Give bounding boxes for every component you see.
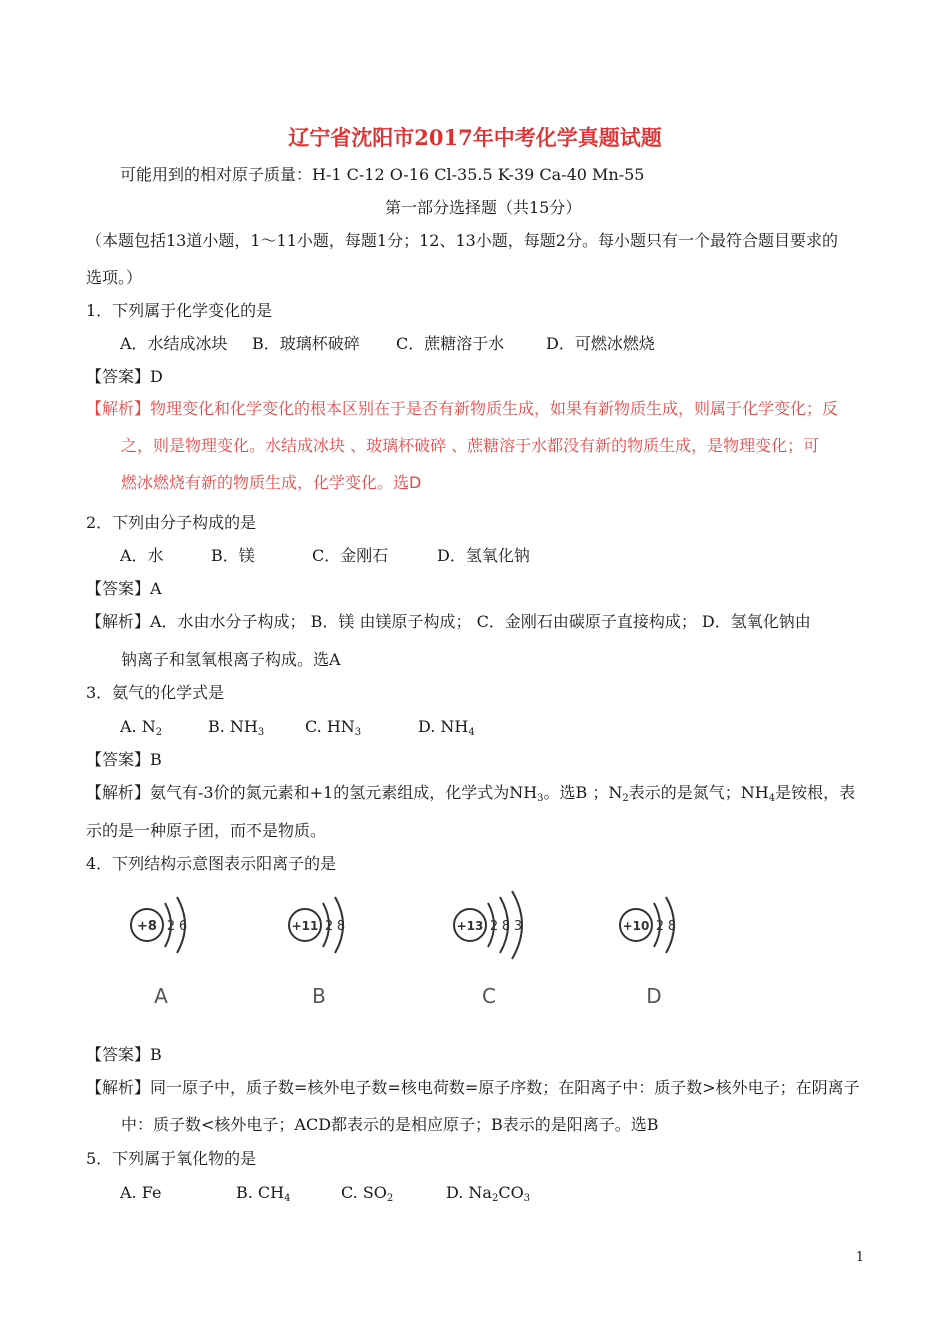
q3-option-b-text: B. NH — [208, 717, 258, 736]
shell-electron-count: 2 — [655, 919, 665, 934]
q2-option-b: B．镁 — [211, 546, 255, 565]
q3-analysis-sub3: 4 — [768, 793, 776, 804]
diagram-letter: A — [154, 984, 168, 1008]
q1-answer: 【答案】D — [86, 367, 163, 386]
q1-analysis-line1: 【解析】物理变化和化学变化的根本区别在于是否有新物质生成，如果有新物质生成，则属于化学变化；反 — [86, 399, 839, 418]
diagram-letter: C — [482, 984, 496, 1008]
q5-option-d — [446, 1183, 530, 1203]
q4-analysis-line1: 【解析】同一原子中，质子数=核外电子数=核电荷数=原子序数；在阳离子中：质子数>核外电子；在阴离子 — [86, 1078, 860, 1097]
page-title: 辽宁省沈阳市2017年中考化学真题试题 — [288, 125, 662, 150]
q3-option-b-sub: 3 — [257, 727, 265, 738]
q3-analysis-part5: 是铵根，表 — [775, 783, 856, 802]
q2-answer: 【答案】A — [86, 579, 162, 598]
q3-option-d-sub: 4 — [468, 727, 475, 738]
q3-analysis-part2: 的氢元素组成，化学式为NH — [333, 783, 538, 802]
q5-option-c — [341, 1183, 393, 1203]
q3-option-c-text: C. HN — [305, 717, 355, 736]
part1-note-line1: （本题包括13道小题，1～11小题，每题1分；12、13小题，每题2分。每小题只有一个最符合题目要求的 — [86, 231, 838, 250]
q2-option-a: A．水 — [120, 546, 164, 565]
nucleus-charge: +8 — [137, 919, 157, 934]
shell-electron-count: 2 — [489, 919, 499, 934]
shell-electron-count: 8 — [667, 919, 677, 934]
q1-analysis-line2: 之，则是物理变化。水结成冰块 、玻璃杯破碎 、蔗糖溶于水都没有新的物质生成，是物理变化；可 — [121, 436, 820, 455]
structure-diagram-c — [448, 885, 558, 1015]
q5-option-b-text: B. CH — [236, 1183, 285, 1202]
q2-stem: 2．下列由分子构成的是 — [86, 513, 257, 532]
structure-diagram-b — [283, 885, 383, 1015]
q3-analysis-part3: 。选B ；N — [543, 783, 623, 802]
q3-analysis-line1 — [86, 783, 855, 803]
q3-stem: 3．氨气的化学式是 — [86, 683, 225, 702]
q2-analysis-line2: 钠离子和氢氧根离子构成。选A — [121, 650, 341, 669]
shell-electron-count: 3 — [513, 919, 523, 934]
q5-option-c-text: C. SO — [341, 1183, 387, 1202]
q3-option-b — [208, 717, 264, 737]
shell-electron-count: 8 — [336, 919, 346, 934]
q3-analysis-plus: +1 — [309, 783, 334, 802]
q3-analysis-sub1: 3 — [537, 793, 544, 804]
nucleus-charge: +11 — [291, 919, 319, 933]
shell-electron-count: 8 — [501, 919, 511, 934]
q5-option-d-mid: CO — [498, 1183, 524, 1202]
q5-option-d-text: D. Na — [446, 1183, 492, 1202]
q3-option-a-text: A. N — [120, 717, 156, 736]
diagram-letter: B — [312, 984, 326, 1008]
nucleus-charge: +13 — [456, 919, 484, 933]
q5-option-d-sub2: 3 — [523, 1193, 531, 1204]
q1-option-b: B．玻璃杯破碎 — [252, 334, 360, 353]
shell-electron-count: 2 — [324, 919, 334, 934]
q3-option-a-sub: 2 — [155, 727, 163, 738]
q1-option-d: D．可燃冰燃烧 — [546, 334, 655, 353]
q4-analysis-line2: 中：质子数<核外电子；ACD都表示的是相应原子；B表示的是阳离子。选B — [121, 1115, 659, 1134]
q4-stem: 4．下列结构示意图表示阳离子的是 — [86, 854, 337, 873]
structure-diagram-d — [614, 885, 714, 1015]
nucleus-charge: +10 — [622, 919, 650, 933]
part1-note-line2: 选项。） — [86, 268, 143, 287]
shell-electron-count: 6 — [178, 919, 188, 934]
q1-analysis-line3: 燃冰燃烧有新的物质生成，化学变化。选D — [121, 473, 422, 492]
diagram-letter: D — [646, 984, 662, 1008]
q5-option-a: A. Fe — [120, 1183, 162, 1202]
q3-analysis-sub2: 2 — [622, 793, 629, 804]
q1-stem: 1．下列属于化学变化的是 — [86, 301, 273, 320]
q5-option-b-sub: 4 — [284, 1193, 291, 1204]
page-number: 1 — [855, 1250, 864, 1265]
atomic-masses: 可能用到的相对原子质量：H-1 C-12 O-16 Cl-35.5 K-39 Ca-40 Mn-55 — [120, 165, 645, 184]
q5-stem: 5．下列属于氧化物的是 — [86, 1149, 257, 1168]
q5-option-d-sub1: 2 — [491, 1193, 499, 1204]
shell-electron-count: 2 — [166, 919, 176, 934]
q3-option-a — [120, 717, 162, 737]
q4-answer: 【答案】B — [86, 1045, 162, 1064]
q2-analysis-line1: 【解析】A．水由水分子构成； B．镁 由镁原子构成； C．金刚石由碳原子直接构成； D．氢氧化钠由 — [86, 612, 811, 631]
q5-option-c-sub: 2 — [386, 1193, 394, 1204]
q2-option-d: D．氢氧化钠 — [437, 546, 530, 565]
q2-option-c: C．金刚石 — [312, 546, 389, 565]
q3-option-d — [418, 717, 475, 737]
q3-option-c-sub: 3 — [354, 727, 362, 738]
q1-option-a: A．水结成冰块 — [120, 334, 228, 353]
q3-analysis-part1: 【解析】氨气有-3价的氮元素和 — [86, 783, 310, 802]
q3-analysis-line2: 示的是一种原子团，而不是物质。 — [86, 821, 327, 840]
q3-answer: 【答案】B — [86, 750, 162, 769]
q3-option-d-text: D. NH — [418, 717, 469, 736]
structure-diagram-a — [125, 885, 225, 1015]
q5-option-b — [236, 1183, 291, 1203]
part1-heading: 第一部分选择题（共15分） — [385, 198, 582, 217]
q3-analysis-part4: 表示的是氮气；NH — [628, 783, 769, 802]
q3-option-c — [305, 717, 361, 737]
q1-option-c: C．蔗糖溶于水 — [396, 334, 505, 353]
